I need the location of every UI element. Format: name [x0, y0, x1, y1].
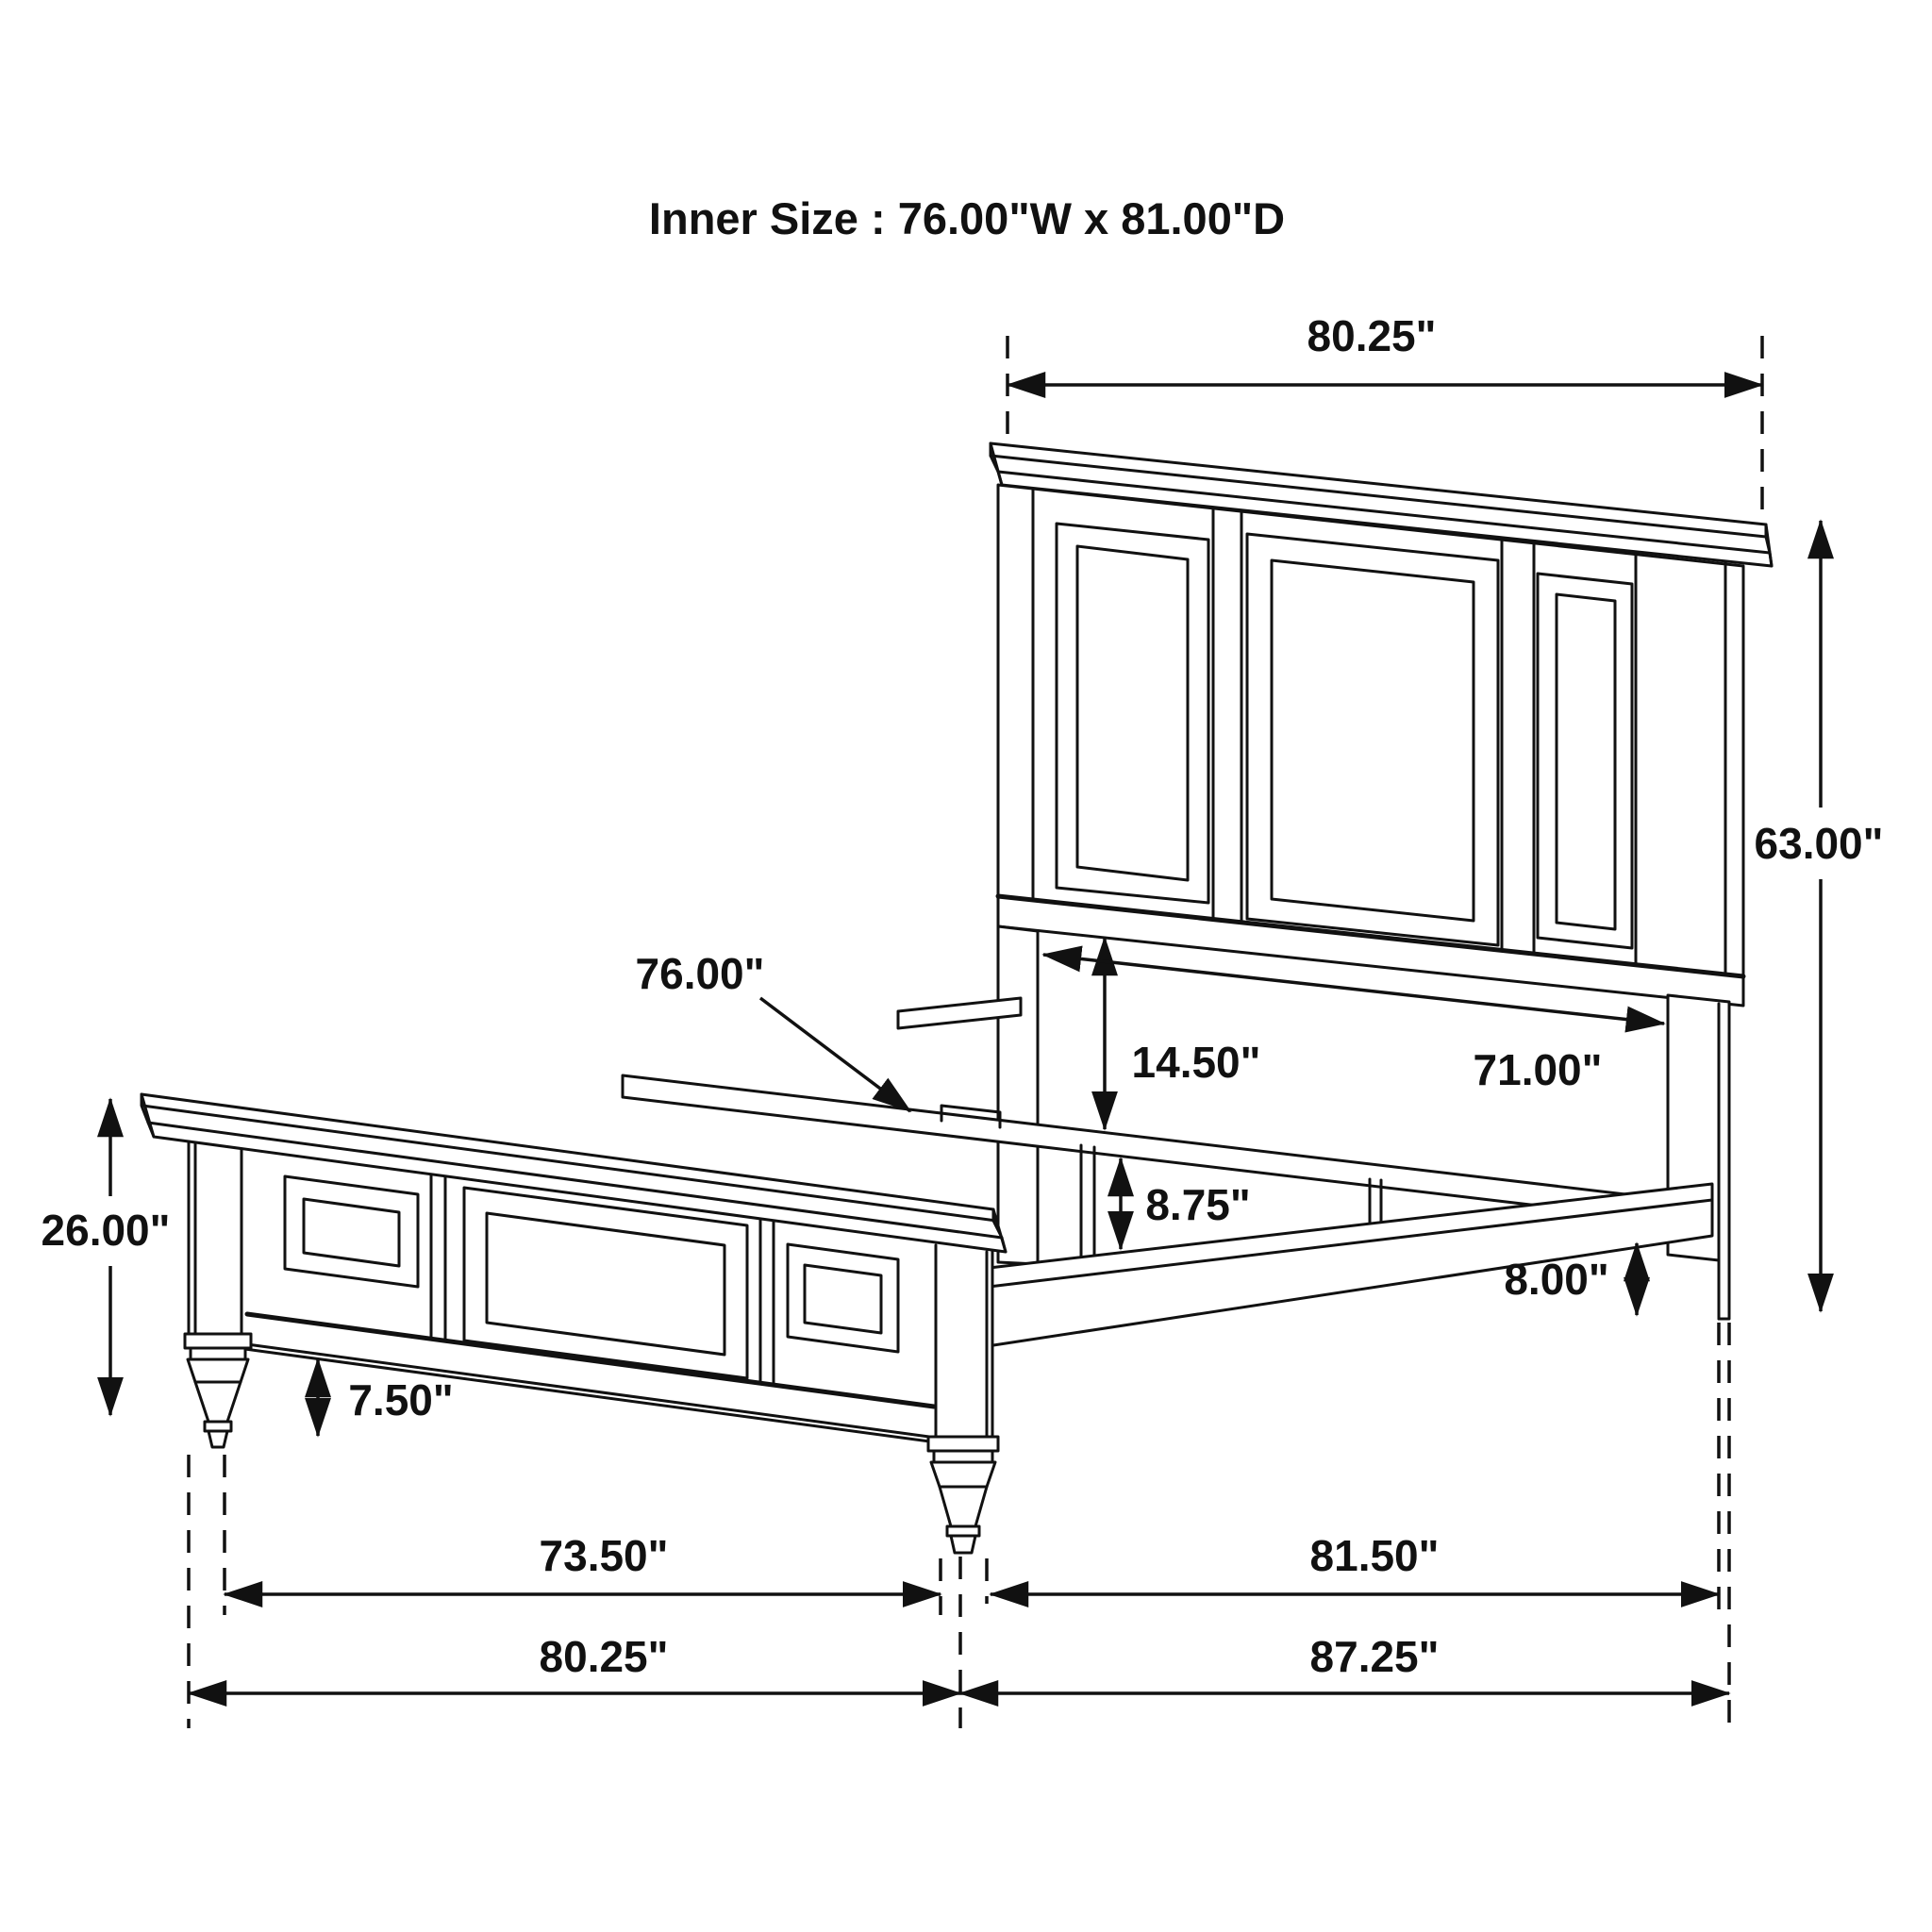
- headboard-left-post: [998, 926, 1038, 1264]
- dim-headboard-clearance-label: 14.50": [1131, 1038, 1261, 1087]
- dim-slat-height-label: 8.75": [1145, 1180, 1251, 1229]
- dim-footboard-post-span-label: 73.50": [539, 1531, 669, 1580]
- dim-footboard-clearance-label: 7.50": [348, 1375, 454, 1424]
- footboard-right-foot: [928, 1437, 998, 1553]
- footboard-drawing: [142, 1094, 1006, 1553]
- dim-side-rail-length-label: 81.50": [1309, 1531, 1440, 1580]
- dim-footboard-height-label: 26.00": [41, 1206, 171, 1255]
- dim-overall-depth-label: 87.25": [1309, 1632, 1440, 1681]
- diagram-title: Inner Size : 76.00"W x 81.00"D: [648, 193, 1286, 243]
- headboard-left-panel-bevel: [1077, 546, 1188, 880]
- dim-side-rail-height: [1504, 1243, 1637, 1315]
- dim-footboard-post-span: [225, 1531, 941, 1594]
- footboard-right-panel-bevel: [805, 1265, 881, 1333]
- dim-footboard-height: [42, 1099, 171, 1415]
- dim-headboard-height-label: 63.00": [1754, 819, 1884, 868]
- slat-support-leg-1: [1081, 1145, 1094, 1262]
- dim-side-rail-height-label: 8.00": [1504, 1255, 1609, 1304]
- dim-headboard-width-label: 80.25": [1307, 311, 1437, 360]
- dim-slat-length-label: 76.00": [635, 949, 765, 998]
- dim-side-rail-length: [991, 1531, 1719, 1594]
- dim-slat-height: [1121, 1158, 1251, 1249]
- dim-headboard-width: [1008, 311, 1762, 385]
- headboard-center-panel-bevel: [1272, 560, 1474, 921]
- dim-headboard-height: [1755, 521, 1884, 1311]
- dim-overall-depth: [960, 1632, 1729, 1693]
- footboard-left-foot: [185, 1334, 251, 1447]
- headboard-right-panel-bevel: [1557, 594, 1615, 929]
- dim-headboard-clearance: [1105, 938, 1260, 1129]
- dim-footboard-width-label: 80.25": [539, 1632, 669, 1681]
- dim-footboard-width: [189, 1632, 960, 1693]
- dim-headboard-inner-width-label: 71.00": [1473, 1045, 1603, 1094]
- footboard-left-panel-bevel: [304, 1199, 399, 1266]
